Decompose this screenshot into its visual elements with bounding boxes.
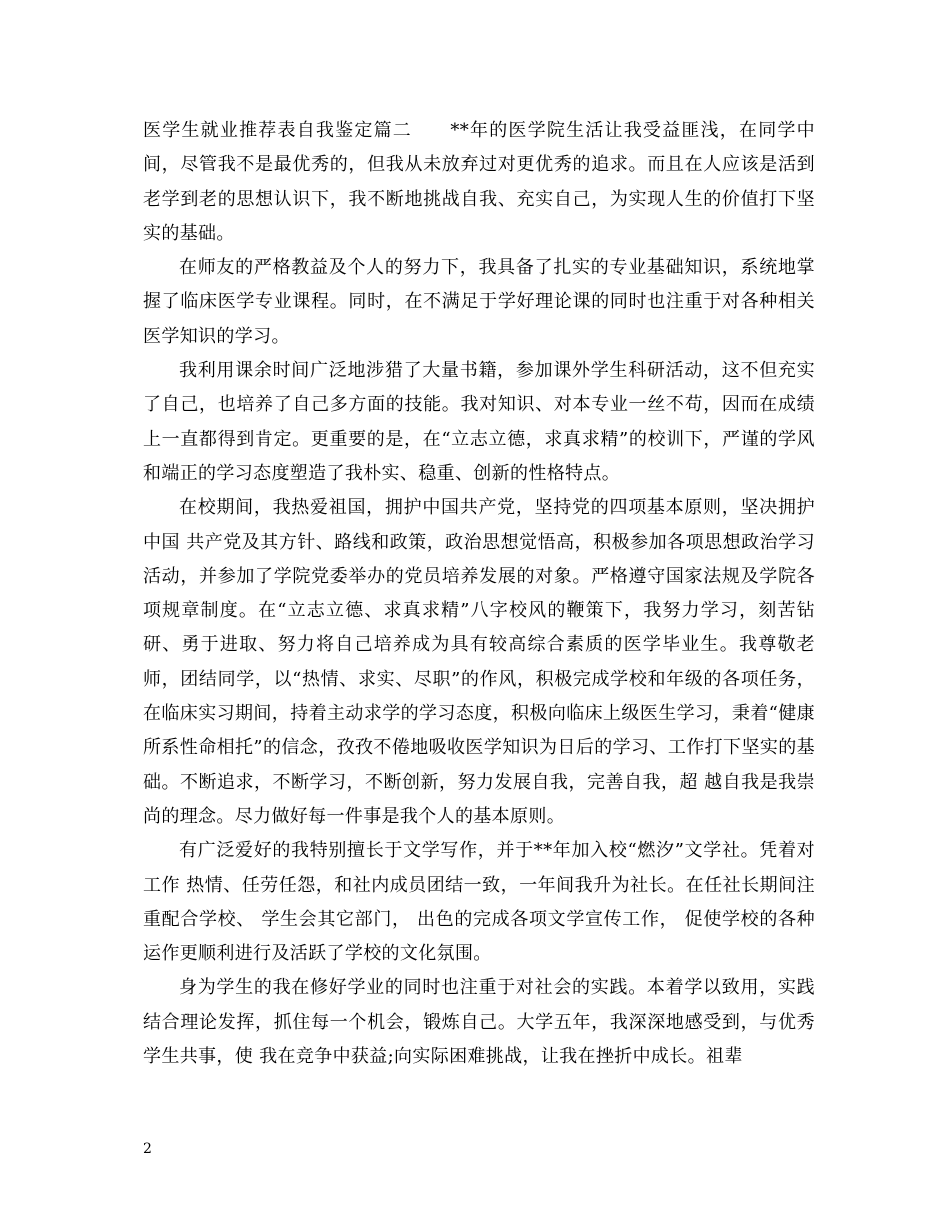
paragraph-1: 医学生就业推荐表自我鉴定篇二 **年的医学院生活让我受益匪浅，在同学中间，尽管我不是最优秀的，但我从未放弃过对更优秀的追求。而且在人应该是活到老学到老的思想认识下，我不断地挑战自我、充实自己，为实现人生的价值打下坚实的基础。: [143, 120, 815, 244]
paragraph-3: 我利用课余时间广泛地涉猎了大量书籍，参加课外学生科研活动，这不但充实了自己，也培养了自己多方面的技能。我对知识、对本专业一丝不苟，因而在成绩上一直都得到肯定。更重要的是，在“立志立德，求真求精”的校训下，严谨的学风 和端正的学习态度塑造了我朴实、稳重、创新的性格特点。: [143, 360, 815, 484]
paragraph-2: 在师友的严格教益及个人的努力下，我具备了扎实的专业基础知识，系统地掌握了临床医学专业课程。同时，在不满足于学好理论课的同时也注重于对各种相关医学知识的学习。: [143, 257, 815, 347]
paragraph-5: 有广泛爱好的我特别擅长于文学写作，并于**年加入校“燃汐”文学社。凭着对工作 热情、任劳任怨，和社内成员团结一致，一年间我升为社长。在任社长期间注重配合学校、 学生会其它部门， 出色的完成各项文学宣传工作， 促使学校的各种运作更顺利进行及活跃了学校的文化氛围。: [143, 840, 815, 965]
paragraph-6: 身为学生的我在修好学业的同时也注重于对社会的实践。本着学以致用，实践结合理论发挥，抓住每一个机会，锻炼自己。大学五年，我深深地感受到，与优秀学生共事，使 我在竞争中获益;向实际困难挑战，让我在挫折中成长。祖辈: [143, 977, 815, 1068]
paragraph-4: 在校期间，我热爱祖国，拥护中国共产党，坚持党的四项基本原则，坚决拥护中国 共产党及其方针、路线和政策，政治思想觉悟高，积极参加各项思想政治学习活动，并参加了学院党委举办的党员培养发展的对象。严格遵守国家法规及学院各项规章制度。在“立志立德、求真求精”八字校风的鞭策下，我努力学习，刻苦钻研、勇于进取、努力将自己培养成为具有较高综合素质的医学毕业生。我尊敬老师，团结同学，以“热情、求实、尽职”的作风，积极完成学校和年级的各项任务，在临床实习期间，持着主动求学的学习态度，积极向临床上级医生学习，秉着“健康所系性命相托”的信念，孜孜不倦地吸收医学知识为日后的学习、工作打下坚实的基础。不断追求，不断学习，不断创新，努力发展自我，完善自我，超 越自我是我崇尚的理念。尽力做好每一件事是我个人的基本原则。: [143, 497, 815, 827]
document-body: [143, 114, 815, 1074]
page-number: 2: [143, 1141, 152, 1157]
